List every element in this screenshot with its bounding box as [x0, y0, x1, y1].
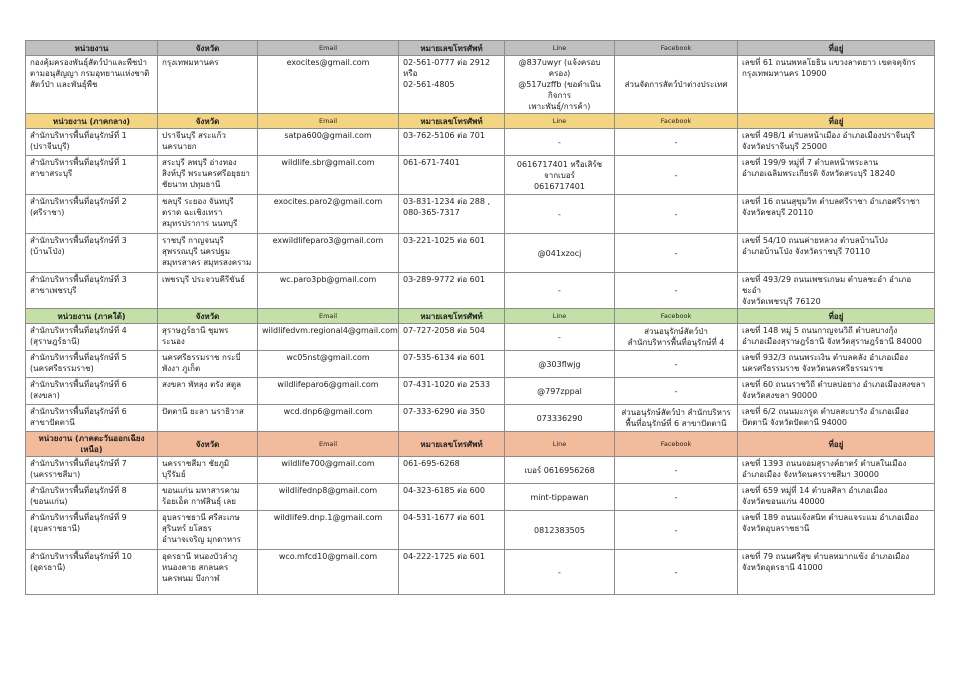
- cell-phone: 04-222-1725 ต่อ 601: [399, 550, 505, 595]
- cell-phone: 03-221-1025 ต่อ 601: [399, 234, 505, 273]
- cell-province: ปัตตานี ยะลา นราธิวาส: [158, 405, 258, 432]
- cell-province: ราชบุรี กาญจนบุรี สุพรรณบุรี นครปฐม สมุทรสาคร สมุทรสงคราม: [158, 234, 258, 273]
- cell-email[interactable]: wildlifednp8@gmail.com: [258, 484, 399, 511]
- cell-unit: กองคุ้มครองพันธุ์สัตว์ป่าและพืชป่า ตามอนุสัญญา กรมอุทยานแห่งชาติ สัตว์ป่า และพันธุ์พืช: [26, 56, 158, 114]
- cell-email[interactable]: wildlife.sbr@gmail.com: [258, 156, 399, 195]
- cell-phone: 061-695-6268: [399, 457, 505, 484]
- column-header-unit: หน่วยงาน (ภาคกลาง): [26, 114, 158, 129]
- cell-line: @303flwjg: [505, 351, 615, 378]
- cell-facebook: -: [615, 484, 738, 511]
- cell-unit: สำนักบริหารพื้นที่อนุรักษ์ที่ 6 (สงขลา): [26, 378, 158, 405]
- section-header-row: [26, 309, 935, 324]
- cell-facebook: -: [615, 234, 738, 273]
- cell-province: สระบุรี ลพบุรี อ่างทอง สิงห์บุรี พระนครศรีอยุธยา ชัยนาท ปทุมธานี: [158, 156, 258, 195]
- cell-facebook: -: [615, 195, 738, 234]
- cell-phone: 03-289-9772 ต่อ 601: [399, 273, 505, 309]
- cell-phone: 07-727-2058 ต่อ 504: [399, 324, 505, 351]
- cell-unit: สำนักบริหารพื้นที่อนุรักษ์ที่ 1 (ปราจีนบุรี): [26, 129, 158, 156]
- cell-email[interactable]: exocites.paro2@gmail.com: [258, 195, 399, 234]
- cell-phone: 07-431-1020 ต่อ 2533: [399, 378, 505, 405]
- cell-facebook: ส่วนจัดการสัตว์ป่าต่างประเทศ: [615, 56, 738, 114]
- cell-province: สงขลา พัทลุง ตรัง สตูล: [158, 378, 258, 405]
- cell-phone: 04-531-1677 ต่อ 601: [399, 511, 505, 550]
- column-header-phone: หมายเลขโทรศัพท์: [399, 432, 505, 457]
- cell-address: เลขที่ 61 ถนนพหลโยธิน แขวงลาดยาว เขตจตุจักร กรุงเทพมหานคร 10900: [738, 56, 935, 114]
- cell-line: -: [505, 324, 615, 351]
- cell-line: mint-tippawan: [505, 484, 615, 511]
- table-row: [26, 273, 935, 309]
- cell-unit: สำนักบริหารพื้นที่อนุรักษ์ที่ 9 (อุบลราชธานี): [26, 511, 158, 550]
- cell-phone: 03-762-5106 ต่อ 701: [399, 129, 505, 156]
- cell-address: เลขที่ 1393 ถนนจอมสุรางค์ยาตร์ ตำบลในเมือง อำเภอเมือง จังหวัดนครราชสีมา 30000: [738, 457, 935, 484]
- table-row: [26, 511, 935, 550]
- cell-address: เลขที่ 6/2 ถนนมะกรูด ตำบลสะบารัง อำเภอเมือง ปัตตานี จังหวัดปัตตานี 94000: [738, 405, 935, 432]
- cell-province: ชลบุรี ระยอง จันทบุรี ตราด ฉะเชิงเทรา สมุทรปราการ นนทบุรี: [158, 195, 258, 234]
- table-row: [26, 234, 935, 273]
- cell-line: เบอร์ 0616956268: [505, 457, 615, 484]
- table-row: [26, 351, 935, 378]
- cell-province: นครราชสีมา ชัยภูมิ บุรีรัมย์: [158, 457, 258, 484]
- cell-address: เลขที่ 54/10 ถนนค่ายหลวง ตำบลบ้านโป่ง อำเภอบ้านโป่ง จังหวัดราชบุรี 70110: [738, 234, 935, 273]
- cell-address: เลขที่ 498/1 ตำบลหน้าเมือง อำเภอเมืองปราจีนบุรี จังหวัดปราจีนบุรี 25000: [738, 129, 935, 156]
- column-header-province: จังหวัด: [158, 432, 258, 457]
- column-header-unit: หน่วยงาน (ภาคตะวันออกเฉียงเหนือ): [26, 432, 158, 457]
- cell-facebook: -: [615, 378, 738, 405]
- cell-facebook: -: [615, 273, 738, 309]
- cell-province: เพชรบุรี ประจวบคีรีขันธ์: [158, 273, 258, 309]
- column-header-phone: หมายเลขโทรศัพท์: [399, 41, 505, 56]
- cell-phone: 03-831-1234 ต่อ 288 , 080-365-7317: [399, 195, 505, 234]
- cell-address: เลขที่ 932/3 ถนนพระเงิน ตำบลคลัง อำเภอเมือง นครศรีธรรมราช จังหวัดนครศรีธรรมราช: [738, 351, 935, 378]
- cell-email[interactable]: satpa600@gmail.com: [258, 129, 399, 156]
- cell-phone: 07-535-6134 ต่อ 601: [399, 351, 505, 378]
- cell-email[interactable]: wildlifedvm.regional4@gmail.com: [258, 324, 399, 351]
- cell-unit: สำนักบริหารพื้นที่อนุรักษ์ที่ 3 สาขาเพชรบุรี: [26, 273, 158, 309]
- cell-line: @041xzocj: [505, 234, 615, 273]
- column-header-facebook: Facebook: [615, 309, 738, 324]
- cell-line: @797zppal: [505, 378, 615, 405]
- cell-province: ปราจีนบุรี สระแก้ว นครนายก: [158, 129, 258, 156]
- table-row: [26, 457, 935, 484]
- column-header-email: Email: [258, 432, 399, 457]
- column-header-line: Line: [505, 41, 615, 56]
- table-row: [26, 156, 935, 195]
- cell-unit: สำนักบริหารพื้นที่อนุรักษ์ที่ 5 (นครศรีธรรมราช): [26, 351, 158, 378]
- column-header-phone: หมายเลขโทรศัพท์: [399, 114, 505, 129]
- cell-facebook: ส่วนอนุรักษ์สัตว์ป่า สำนักบริหาร พื้นที่อนุรักษ์ที่ 6 สาขาปัตตานี: [615, 405, 738, 432]
- cell-unit: สำนักบริหารพื้นที่อนุรักษ์ที่ 4 (สุราษฎร์ธานี): [26, 324, 158, 351]
- table-row: [26, 550, 935, 595]
- cell-phone: 07-333-6290 ต่อ 350: [399, 405, 505, 432]
- cell-line: -: [505, 129, 615, 156]
- cell-facebook: -: [615, 156, 738, 195]
- cell-email[interactable]: wildlife700@gmail.com: [258, 457, 399, 484]
- cell-email[interactable]: wcd.dnp6@gmail.com: [258, 405, 399, 432]
- column-header-email: Email: [258, 309, 399, 324]
- cell-province: อุบลราชธานี ศรีสะเกษ สุรินทร์ ยโสธร อำนาจเจริญ มุกดาหาร: [158, 511, 258, 550]
- column-header-line: Line: [505, 432, 615, 457]
- section-header-row: [26, 432, 935, 457]
- cell-province: นครศรีธรรมราช กระบี่ พังงา ภูเก็ต: [158, 351, 258, 378]
- column-header-phone: หมายเลขโทรศัพท์: [399, 309, 505, 324]
- cell-line: @837uwyr (แจ้งครอบครอง) @517uzffb (ขอดำเนินกิจการ เพาะพันธุ์/การค้า): [505, 56, 615, 114]
- column-header-province: จังหวัด: [158, 41, 258, 56]
- section-header-row: [26, 114, 935, 129]
- table-row: [26, 484, 935, 511]
- cell-facebook: -: [615, 550, 738, 595]
- cell-unit: สำนักบริหารพื้นที่อนุรักษ์ที่ 1 สาขาสระบุรี: [26, 156, 158, 195]
- cell-line: -: [505, 273, 615, 309]
- cell-facebook: ส่วนอนุรักษ์สัตว์ป่า สำนักบริหารพื้นที่อนุรักษ์ที่ 4: [615, 324, 738, 351]
- column-header-email: Email: [258, 41, 399, 56]
- table-row: [26, 405, 935, 432]
- cell-facebook: -: [615, 351, 738, 378]
- cell-address: เลขที่ 16 ถนนสุขุมวิท ตำบลศรีราชา อำเภอศรีราชา จังหวัดชลบุรี 20110: [738, 195, 935, 234]
- column-header-email: Email: [258, 114, 399, 129]
- cell-unit: สำนักบริหารพื้นที่อนุรักษ์ที่ 8 (ขอนแก่น): [26, 484, 158, 511]
- cell-line: -: [505, 550, 615, 595]
- table-row: [26, 195, 935, 234]
- cell-address: เลขที่ 659 หมู่ที่ 14 ตำบลศิลา อำเภอเมือง จังหวัดขอนแก่น 40000: [738, 484, 935, 511]
- cell-email[interactable]: exwildlifeparo3@gmail.com: [258, 234, 399, 273]
- column-header-province: จังหวัด: [158, 114, 258, 129]
- section-header-row: [26, 41, 935, 56]
- cell-address: เลขที่ 148 หมู่ 5 ถนนกาญจนวิถี ตำบลบางกุ้ง อำเภอเมืองสุราษฎร์ธานี จังหวัดสุราษฎร์ธานี 84000: [738, 324, 935, 351]
- cell-unit: สำนักบริหารพื้นที่อนุรักษ์ที่ 3 (บ้านโป่ง): [26, 234, 158, 273]
- cell-email[interactable]: wco.mfcd10@gmail.com: [258, 550, 399, 595]
- table-row: [26, 378, 935, 405]
- table-row: [26, 56, 935, 114]
- cell-address: เลขที่ 189 ถนนแจ้งสนิท ตำบลแจระแม อำเภอเมือง จังหวัดอุบลราชธานี: [738, 511, 935, 550]
- column-header-address: ที่อยู่: [738, 114, 935, 129]
- cell-unit: สำนักบริหารพื้นที่อนุรักษ์ที่ 2 (ศรีราชา): [26, 195, 158, 234]
- cell-line: 073336290: [505, 405, 615, 432]
- column-header-address: ที่อยู่: [738, 309, 935, 324]
- cell-facebook: -: [615, 129, 738, 156]
- cell-province: สุราษฎร์ธานี ชุมพร ระนอง: [158, 324, 258, 351]
- cell-email[interactable]: wc.paro3pb@gmail.com: [258, 273, 399, 309]
- cell-phone: 04-323-6185 ต่อ 600: [399, 484, 505, 511]
- column-header-unit: หน่วยงาน (ภาคใต้): [26, 309, 158, 324]
- column-header-facebook: Facebook: [615, 41, 738, 56]
- cell-province: กรุงเทพมหานคร: [158, 56, 258, 114]
- contact-sheet: [25, 40, 934, 595]
- column-header-unit: หน่วยงาน: [26, 41, 158, 56]
- cell-email[interactable]: wildlifeparo6@gmail.com: [258, 378, 399, 405]
- cell-unit: สำนักบริหารพื้นที่อนุรักษ์ที่ 7 (นครราชสีมา): [26, 457, 158, 484]
- cell-phone: 02-561-0777 ต่อ 2912 หรือ 02-561-4805: [399, 56, 505, 114]
- cell-address: เลขที่ 60 ถนนราชวิถี ตำบลบ่อยาง อำเภอเมืองสงขลา จังหวัดสงขลา 90000: [738, 378, 935, 405]
- cell-email[interactable]: wildlife9.dnp.1@gmail.com: [258, 511, 399, 550]
- cell-phone: 061-671-7401: [399, 156, 505, 195]
- cell-address: เลขที่ 493/29 ถนนเพชรเกษม ตำบลชะอำ อำเภอชะอำ จังหวัดเพชรบุรี 76120: [738, 273, 935, 309]
- column-header-address: ที่อยู่: [738, 41, 935, 56]
- cell-email[interactable]: exocites@gmail.com: [258, 56, 399, 114]
- contact-table: [25, 40, 935, 595]
- cell-address: เลขที่ 199/9 หมู่ที่ 7 ตำบลหน้าพระลาน อำเภอเฉลิมพระเกียรติ จังหวัดสระบุรี 18240: [738, 156, 935, 195]
- cell-line: 0812383505: [505, 511, 615, 550]
- cell-facebook: -: [615, 511, 738, 550]
- column-header-province: จังหวัด: [158, 309, 258, 324]
- table-row: [26, 324, 935, 351]
- cell-province: ขอนแก่น มหาสารคาม ร้อยเอ็ด กาฬสินธุ์ เลย: [158, 484, 258, 511]
- cell-email[interactable]: wc05nst@gmail.com: [258, 351, 399, 378]
- cell-line: 0616717401 หรือเสิร์ช จากเบอร์ 0616717401: [505, 156, 615, 195]
- column-header-facebook: Facebook: [615, 114, 738, 129]
- cell-facebook: -: [615, 457, 738, 484]
- cell-unit: สำนักบริหารพื้นที่อนุรักษ์ที่ 10 (อุดรธานี): [26, 550, 158, 595]
- cell-address: เลขที่ 79 ถนนศรีสุข ตำบลหมากแข้ง อำเภอเมือง จังหวัดอุดรธานี 41000: [738, 550, 935, 595]
- column-header-address: ที่อยู่: [738, 432, 935, 457]
- table-row: [26, 129, 935, 156]
- cell-unit: สำนักบริหารพื้นที่อนุรักษ์ที่ 6 สาขาปัตตานี: [26, 405, 158, 432]
- column-header-line: Line: [505, 114, 615, 129]
- column-header-facebook: Facebook: [615, 432, 738, 457]
- column-header-line: Line: [505, 309, 615, 324]
- cell-line: -: [505, 195, 615, 234]
- cell-province: อุดรธานี หนองบัวลำภู หนองคาย สกลนคร นครพนม บึงกาฬ: [158, 550, 258, 595]
